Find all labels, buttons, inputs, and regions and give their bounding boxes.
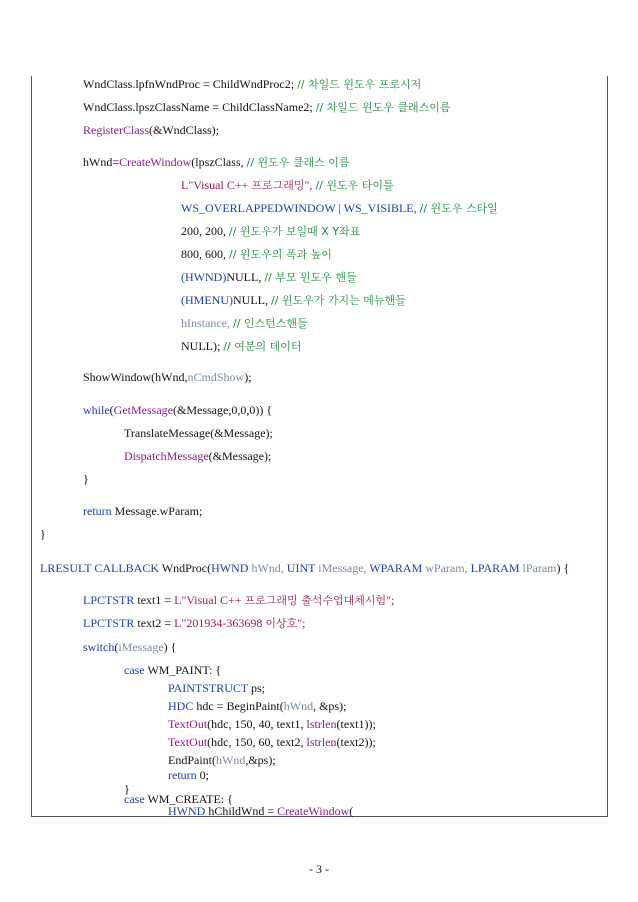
code-line: DispatchMessage(&Message); — [124, 449, 272, 463]
code-line: ShowWindow(hWnd,nCmdShow); — [83, 370, 252, 384]
code-line: TextOut(hdc, 150, 60, text2, lstrlen(text2)); — [168, 735, 376, 749]
code-line: HWND hChildWnd = CreateWindow( — [168, 804, 354, 818]
page-number: - 3 - — [309, 862, 329, 876]
code-line: LPCTSTR text2 = L"201934-363698 이상호"; — [83, 616, 306, 630]
code-line: EndPaint(hWnd,&ps); — [168, 753, 276, 767]
code-line: (HWND)NULL, // 부모 윈도우 핸들 — [181, 270, 357, 284]
code-line: HDC hdc = BeginPaint(hWnd, &ps); — [168, 699, 347, 713]
code-line: RegisterClass(&WndClass); — [83, 123, 219, 137]
code-line: LPCTSTR text1 = L"Visual C++ 프로그래밍 출석수업대체시험"; — [83, 593, 395, 607]
code-line: 800, 600, // 윈도우의 폭과 높이 — [181, 247, 332, 261]
code-line: while(GetMessage(&Message,0,0,0)) { — [83, 403, 273, 417]
code-line: return 0; — [168, 768, 209, 782]
code-line: } — [40, 527, 46, 541]
code-line: WndClass.lpfnWndProc = ChildWndProc2; // 차일드 윈도우 프로시저 — [83, 77, 422, 91]
code-line: 200, 200, // 윈도우가 보일때 X Y좌표 — [181, 224, 361, 238]
code-line: switch(iMessage) { — [83, 640, 177, 654]
code-line: NULL); // 여분의 데이터 — [181, 339, 302, 353]
code-line: LRESULT CALLBACK WndProc(HWND hWnd, UINT iMessage, WPARAM wParam, LPARAM lParam) { — [40, 561, 570, 575]
code-line: WndClass.lpszClassName = ChildClassName2; // 차일드 윈도우 클래스이름 — [83, 100, 451, 114]
code-line: } — [124, 782, 130, 796]
code-line: } — [83, 472, 89, 486]
code-line: hInstance, // 인스턴스핸들 — [181, 316, 308, 330]
code-line: PAINTSTRUCT ps; — [168, 681, 266, 695]
code-line: (HMENU)NULL, // 윈도우가 가지는 메뉴핸들 — [181, 293, 406, 307]
code-line: hWnd=CreateWindow(lpszClass, // 윈도우 클래스 이름 — [83, 155, 350, 169]
code-line: TranslateMessage(&Message); — [124, 426, 273, 440]
code-line: case WM_CREATE: { — [124, 792, 233, 806]
code-line: case WM_PAINT: { — [124, 663, 222, 677]
code-line: WS_OVERLAPPEDWINDOW | WS_VISIBLE, // 윈도우 스타일 — [181, 201, 498, 215]
code-line: L"Visual C++ 프로그래밍", // 윈도우 타이틀 — [181, 178, 394, 192]
code-line: TextOut(hdc, 150, 40, text1, lstrlen(text1)); — [168, 717, 376, 731]
code-line: return Message.wParam; — [83, 504, 203, 518]
